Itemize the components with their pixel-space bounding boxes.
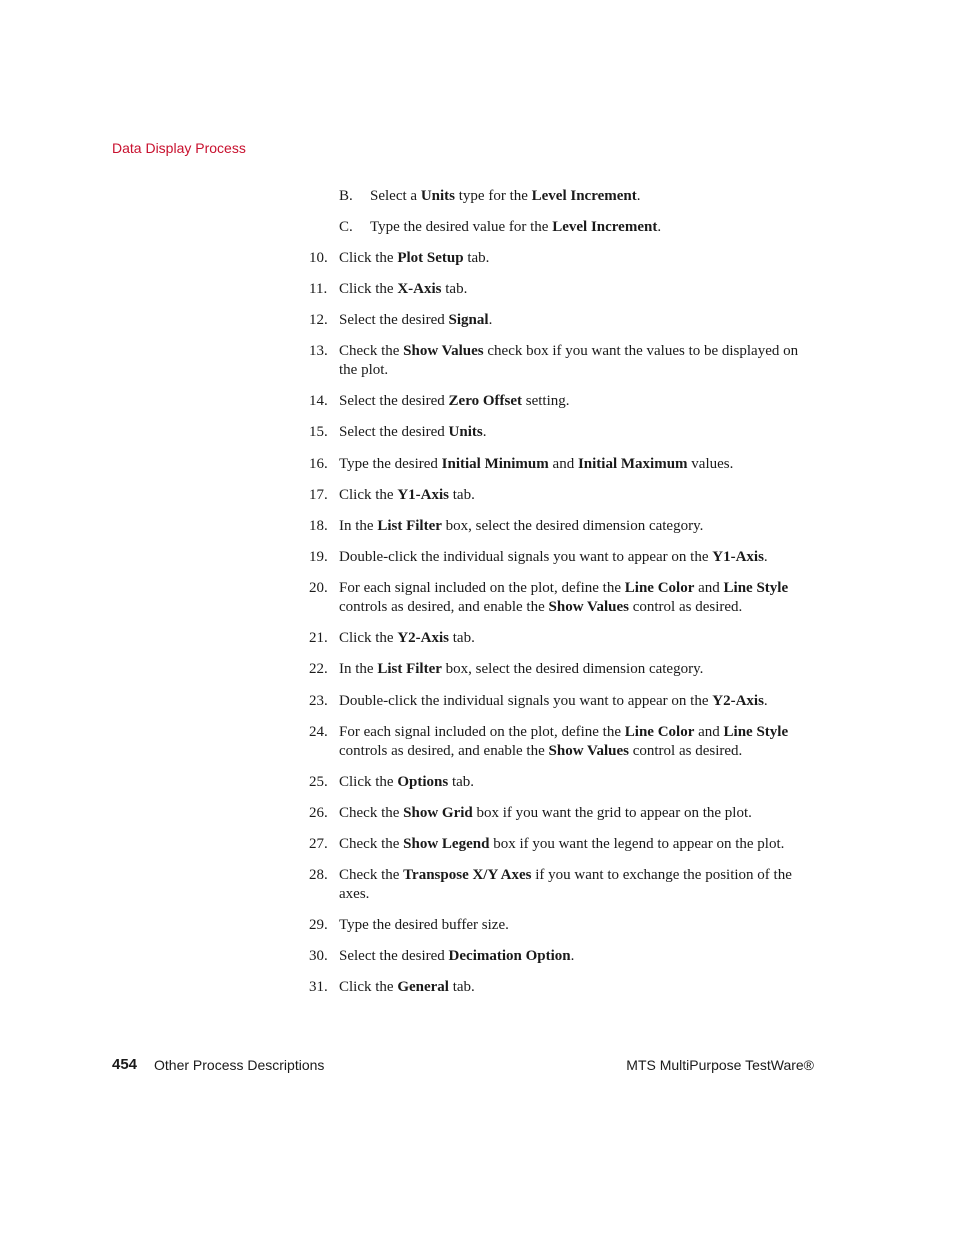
ui-term: Transpose X/Y Axes <box>403 867 532 883</box>
text-run: Double-click the individual signals you want to appear on the <box>339 693 713 709</box>
ui-term: Level Increment <box>552 219 658 235</box>
text-run: and <box>548 456 578 472</box>
step-text <box>339 249 816 268</box>
ui-term: Y1-Axis <box>712 549 764 565</box>
substep-text <box>370 218 816 237</box>
step-number: 21. <box>309 630 328 646</box>
ui-term: General <box>397 979 449 995</box>
step-number: 17. <box>309 487 328 503</box>
substep-text <box>370 187 816 206</box>
ui-term: Options <box>397 774 449 790</box>
ui-term: Line Color <box>624 724 695 740</box>
step-number: 20. <box>309 580 328 596</box>
text-run: . <box>488 312 493 328</box>
text-run: check box if you want the values to be displayed on the plot. <box>339 343 799 378</box>
text-run: controls as desired, and enable the <box>339 599 549 615</box>
ui-term: List Filter <box>377 661 442 677</box>
text-run: In the <box>339 661 378 677</box>
step-number: 12. <box>309 312 328 328</box>
step-number: 31. <box>309 979 328 995</box>
step-text <box>339 866 816 904</box>
text-run: Click the <box>339 979 398 995</box>
text-run: tab. <box>441 281 468 297</box>
ui-term: Y2-Axis <box>397 630 449 646</box>
step-number: 19. <box>309 549 328 565</box>
step-text <box>339 423 816 442</box>
step-text <box>339 978 816 997</box>
step-number: 11. <box>309 281 328 297</box>
text-run: Check the <box>339 836 404 852</box>
text-run: Double-click the individual signals you want to appear on the <box>339 549 713 565</box>
substep-label: B. <box>339 188 353 204</box>
text-run: For each signal included on the plot, define the <box>339 580 625 596</box>
text-run: Click the <box>339 630 398 646</box>
step-text <box>339 486 816 505</box>
step-number: 23. <box>309 693 328 709</box>
step-number: 28. <box>309 867 328 883</box>
text-run: Select the desired <box>339 312 449 328</box>
step-text <box>339 723 816 761</box>
step-number: 15. <box>309 424 328 440</box>
step-text <box>339 773 816 792</box>
step-number: 29. <box>309 917 328 933</box>
footer-chapter: Other Process Descriptions <box>154 1057 325 1073</box>
step-number: 14. <box>309 393 328 409</box>
ui-term: Plot Setup <box>397 250 464 266</box>
step-number: 24. <box>309 724 328 740</box>
text-run: Click the <box>339 774 398 790</box>
text-run: control as desired. <box>628 743 743 759</box>
text-run: . <box>636 188 641 204</box>
text-run: Click the <box>339 487 398 503</box>
step-text <box>339 311 816 330</box>
text-run: tab. <box>463 250 490 266</box>
text-run: In the <box>339 518 378 534</box>
step-number: 10. <box>309 250 328 266</box>
step-text <box>339 579 816 617</box>
step-text <box>339 692 816 711</box>
text-run: Select the desired <box>339 393 449 409</box>
step-text <box>339 916 816 935</box>
text-run: and <box>694 724 724 740</box>
text-run: box, select the desired dimension category. <box>441 518 704 534</box>
ui-term: Zero Offset <box>448 393 522 409</box>
step-text <box>339 548 816 567</box>
step-text <box>339 392 816 411</box>
ui-term: Y1-Axis <box>397 487 449 503</box>
text-run: Check the <box>339 343 404 359</box>
step-number: 25. <box>309 774 328 790</box>
step-text <box>339 280 816 299</box>
text-run: tab. <box>448 979 475 995</box>
ui-term: Line Color <box>624 580 695 596</box>
text-run: box if you want the grid to appear on the plot. <box>472 805 752 821</box>
text-run: tab. <box>449 487 475 503</box>
step-text <box>339 629 816 648</box>
ui-term: List Filter <box>377 518 442 534</box>
ui-term: Initial Maximum <box>577 456 688 472</box>
ui-term: Show Values <box>548 743 629 759</box>
text-run: values. <box>687 456 734 472</box>
ui-term: Signal <box>448 312 489 328</box>
step-number: 26. <box>309 805 328 821</box>
ui-term: Show Values <box>403 343 484 359</box>
text-run: box, select the desired dimension category. <box>441 661 704 677</box>
step-text <box>339 660 816 679</box>
text-run: tab. <box>449 630 475 646</box>
text-run: Click the <box>339 281 398 297</box>
text-run: Type the desired value for the <box>370 219 553 235</box>
step-number: 18. <box>309 518 328 534</box>
step-text <box>339 517 816 536</box>
footer-product: MTS MultiPurpose TestWare® <box>626 1057 814 1073</box>
ui-term: Show Legend <box>403 836 490 852</box>
text-run: . <box>763 549 768 565</box>
step-text <box>339 835 816 854</box>
text-run: Type the desired <box>339 456 442 472</box>
text-run: box if you want the legend to appear on the plot. <box>489 836 785 852</box>
ui-term: X-Axis <box>397 281 442 297</box>
step-text <box>339 342 816 380</box>
section-header: Data Display Process <box>112 140 246 156</box>
step-number: 16. <box>309 456 328 472</box>
step-number: 22. <box>309 661 328 677</box>
ui-term: Units <box>448 424 483 440</box>
text-run: setting. <box>522 393 570 409</box>
step-number: 27. <box>309 836 328 852</box>
text-run: . <box>570 948 575 964</box>
ui-term: Y2-Axis <box>712 693 764 709</box>
text-run: Check the <box>339 867 404 883</box>
text-run: controls as desired, and enable the <box>339 743 549 759</box>
step-number: 13. <box>309 343 328 359</box>
text-run: . <box>657 219 662 235</box>
step-text <box>339 947 816 966</box>
text-run: tab. <box>448 774 475 790</box>
text-run: Select the desired <box>339 424 449 440</box>
text-run: Click the <box>339 250 398 266</box>
text-run: Check the <box>339 805 404 821</box>
text-run: . <box>763 693 768 709</box>
text-run: control as desired. <box>628 599 743 615</box>
step-number: 30. <box>309 948 328 964</box>
text-run: if you want to exchange the position of the axes. <box>339 867 792 902</box>
ui-term: Line Style <box>723 724 789 740</box>
text-run: Select the desired <box>339 948 449 964</box>
text-run: Type the desired buffer size. <box>339 917 509 933</box>
ui-term: Line Style <box>723 580 789 596</box>
text-run: type for the <box>455 188 532 204</box>
ui-term: Level Increment <box>531 188 637 204</box>
page-number: 454 <box>112 1056 138 1073</box>
ui-term: Show Values <box>548 599 629 615</box>
step-text <box>339 455 816 474</box>
text-run: . <box>482 424 487 440</box>
text-run: For each signal included on the plot, define the <box>339 724 625 740</box>
text-run: and <box>694 580 724 596</box>
substep-label: C. <box>339 219 353 235</box>
text-run: Select a <box>370 188 421 204</box>
ui-term: Initial Minimum <box>441 456 549 472</box>
ui-term: Units <box>420 188 455 204</box>
ui-term: Show Grid <box>403 805 473 821</box>
ui-term: Decimation Option <box>448 948 571 964</box>
step-text <box>339 804 816 823</box>
